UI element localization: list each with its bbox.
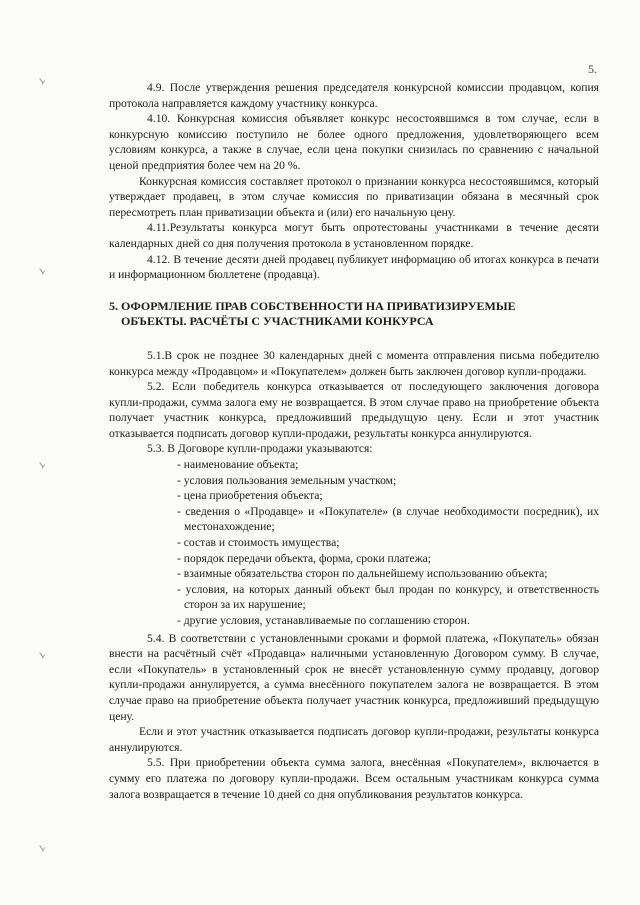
margin-scan-mark: [40, 268, 46, 276]
margin-scan-mark: [40, 845, 46, 853]
paragraph-5-2: 5.2. Если победитель конкурса отказывается от последующего заключения договора купли-продажи, сумма залога ему не возвращается. В этом случае право на приобретение объекта получает участник конкурса, предложивший предыдущую цену. Если и этот участник отказывается подписать договор купли-продажи, результаты конкурса аннулируются.: [109, 380, 599, 440]
list-item: - порядок передачи объекта, форма, сроки платежа;: [177, 551, 431, 565]
list-item: - состав и стоимость имущества;: [177, 536, 340, 550]
paragraph-protocol: Конкурсная комиссия составляет протокол о признании конкурса несостоявшимся, который утверждает продавец, в этом случае комиссия по приватизации обязана в месячный срок пересмотреть план приватизации объекта и (или) его начальную цену.: [109, 174, 599, 219]
paragraph-5-5: 5.5. При приобретении объекта сумма залога, внесённая «Покупателем», включается в сумму его платежа по договору купли-продажи. Всем остальным участникам конкурса сумма залога возвращается в течение 10 дней со дня опубликования результатов конкурса.: [109, 756, 599, 801]
paragraph-5-4-continued: Если и этот участник отказывается подписать договор купли-продажи, результаты конкурса аннулируются.: [109, 725, 599, 754]
margin-scan-mark: [40, 462, 46, 470]
margin-scan-mark: [40, 652, 46, 660]
page-number: 5.: [588, 62, 597, 76]
paragraph-4-12: 4.12. В течение десяти дней продавец публикует информацию об итогах конкурса в печати и информационном бюллетене (продавца).: [109, 252, 599, 282]
document-body: [109, 80, 599, 802]
paragraph-5-4: 5.4. В соответствии с установленными сроками и формой платежа, «Покупатель» обязан внести на расчётный счёт «Продавца» наличными установленную Договором сумму. В случае, если «Покупатель» в установленный срок не внесёт установленную сумму продавцу, договор купли-продажи аннулируется, а сумма внесённого покупателем залога не возвращается. В этом случае право на приобретение объекта получает участник конкурса, предложивший предыдущую цену.: [109, 631, 599, 723]
list-item: - наименование объекта;: [177, 458, 299, 472]
list-item: - другие условия, устанавливаемые по соглашению сторон.: [177, 614, 470, 627]
list-item: - взаимные обязательства сторон по дальнейшему использованию объекта;: [177, 567, 548, 581]
paragraph-5-1: 5.1.В срок не позднее 30 календарных дней с момента отправления письма победителю конкурса между «Продавцом» и «Покупателем» должен быть заключен договор купли-продажи.: [109, 348, 599, 378]
list-item: - цена приобретения объекта;: [177, 489, 323, 503]
paragraph-4-10: 4.10. Конкурсная комиссия объявляет конкурс несостоявшимся в том случае, если в конкурсную комиссию поступило не более одного предложения, удовлетворяющего всем условиям конкурса, а также в случае, если цена покупки снизилась по сравнению с начальной ценой предприятия более чем на 20 %.: [109, 112, 599, 172]
list-item: - сведения о «Продавце» и «Покупателе» (в случае необходимости посредник), их местонахождение;: [177, 504, 599, 534]
margin-scan-mark: [40, 78, 46, 86]
paragraph-5-3: 5.3. В Договоре купли-продажи указываются:: [147, 442, 373, 456]
paragraph-4-9: 4.9. После утверждения решения председателя конкурсной комиссии продавцом, копия протокола направляется каждому участнику конкурса.: [109, 81, 599, 110]
section-heading-line1: 5. ОФОРМЛЕНИЕ ПРАВ СОБСТВЕННОСТИ НА ПРИВАТИЗИРУЕМЫЕ: [109, 298, 516, 313]
list-item: - условия пользования земельным участком;: [177, 473, 397, 487]
contract-terms-list: [109, 457, 599, 629]
section-heading: [109, 299, 599, 330]
paragraph-4-11: 4.11.Результаты конкурса могут быть опротестованы участниками в течение десяти календарных дней со дня получения протокола в установленном порядке.: [109, 221, 599, 250]
section-heading-line2: ОБЪЕКТЫ. РАСЧЁТЫ С УЧАСТНИКАМИ КОНКУРСА: [121, 314, 434, 329]
list-item: - условия, на которых данный объект был продан по конкурсу, и ответственность сторон за их нарушение;: [177, 582, 599, 612]
